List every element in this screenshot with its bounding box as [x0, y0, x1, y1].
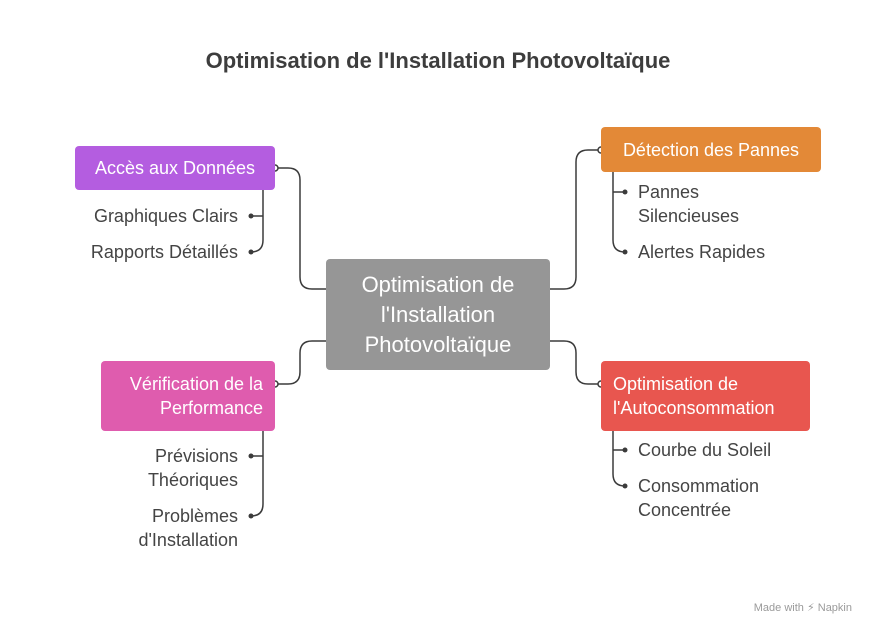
leaf-problemes-installation: Problèmes d'Installation	[138, 506, 238, 550]
leaf-graphiques-clairs: Graphiques Clairs	[93, 206, 238, 226]
connector-optimisation	[550, 341, 601, 384]
connector-acces	[275, 168, 326, 289]
central-topic-node	[326, 259, 550, 370]
branch-verification-label: Vérification de la Performance	[129, 374, 263, 418]
leaf-courbe-du-soleil: Courbe du Soleil	[638, 440, 772, 460]
branch-optimisation-label: Optimisation de l'Autoconsommation	[613, 374, 775, 418]
branch-acces-leaves	[251, 190, 263, 252]
footer-made-with: Made with	[753, 602, 804, 614]
napkin-watermark	[754, 601, 852, 614]
connector-verification	[275, 341, 326, 384]
branch-detection-label: Détection des Pannes	[622, 139, 800, 160]
branch-detection-node	[601, 127, 821, 172]
branch-acces-node	[75, 146, 275, 190]
leaf-rapports-detailles: Rapports Détaillés	[90, 242, 238, 262]
leaf-alertes-rapides: Alertes Rapides	[638, 242, 766, 262]
branch-verification-node	[101, 361, 275, 431]
napkin-logo-icon: ⚡	[806, 602, 815, 614]
leaf-previsions-theoriques: Prévisions Théoriques	[147, 446, 238, 490]
branch-optimisation-leaves	[613, 431, 625, 486]
leaf-consommation-concentree: Consommation Concentrée	[638, 476, 760, 520]
branch-optimisation-node	[601, 361, 810, 431]
branch-detection-leaves	[613, 172, 625, 252]
diagram-title: Optimisation de l'Installation Photovoltaïque	[205, 48, 671, 73]
central-topic-label: Optimisation de l'Installation Photovoltaïque	[361, 271, 515, 357]
branch-verification-leaves	[251, 431, 263, 516]
leaf-pannes-silencieuses: Pannes Silencieuses	[638, 182, 740, 226]
connector-detection	[550, 150, 601, 289]
branch-acces-label: Accès aux Données	[94, 158, 256, 178]
footer-brand: Napkin	[817, 602, 852, 614]
